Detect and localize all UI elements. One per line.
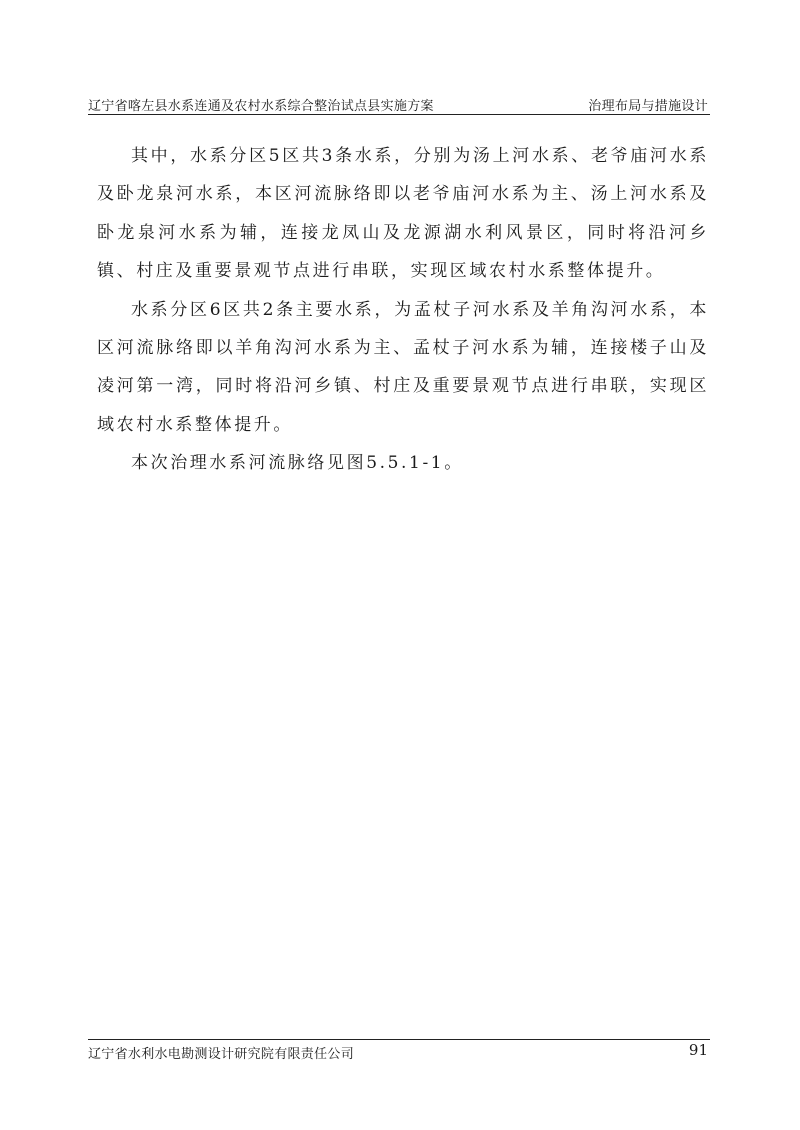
- page-number: 91: [688, 1041, 708, 1059]
- paragraph-zone-5: 其中，水系分区5区共3条水系，分别为汤上河水系、老爷庙河水系及卧龙泉河水系，本区河流脉络即以老爷庙河水系为主、汤上河水系及卧龙泉河水系为辅，连接龙凤山及龙源湖水利风景区，同时将沿河乡镇、村庄及重要景观节点进行串联，实现区域农村水系整体提升。: [97, 146, 709, 282]
- body-text: [97, 137, 709, 483]
- paragraph-figure-reference: 本次治理水系河流脉络见图5.5.1-1。: [131, 453, 464, 474]
- footer-organization: 辽宁省水利水电勘测设计研究院有限责任公司: [88, 1047, 355, 1062]
- page-footer: [88, 1042, 710, 1064]
- document-title: 辽宁省喀左县水系连通及农村水系综合整治试点县实施方案: [88, 99, 434, 114]
- page-header: [88, 93, 710, 115]
- section-title: 治理布局与措施设计: [588, 99, 708, 114]
- header-divider: [88, 114, 710, 115]
- footer-divider: [88, 1039, 710, 1040]
- paragraph-zone-6: 水系分区6区共2条主要水系，为孟杖子河水系及羊角沟河水系，本区河流脉络即以羊角沟河水系为主、孟杖子河水系为辅，连接楼子山及凌河第一湾，同时将沿河乡镇、村庄及重要景观节点进行串联，实现区域农村水系整体提升。: [97, 299, 709, 435]
